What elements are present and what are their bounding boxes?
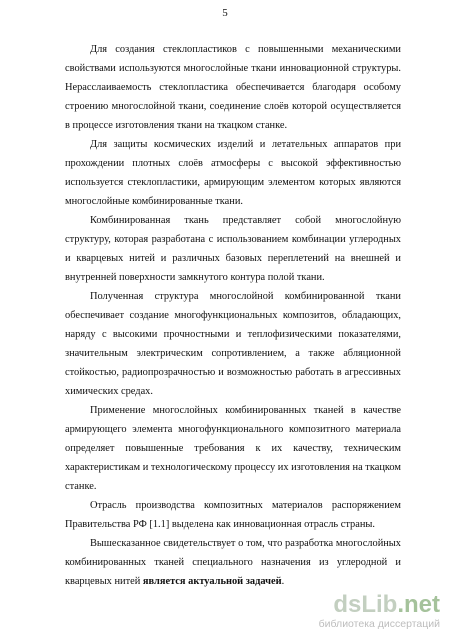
paragraph-5: Применение многослойных комбинированных тканей в качестве армирующего элемента многофункционального композитного материала определяет повышенные требования к их качеству, техническим характеристикам и технологическому процессу их изготовления на ткацком станке. [65,405,401,492]
paragraph-4: Полученная структура многослойной комбинированной ткани обеспечивает создание многофункциональных композитов, обладающих, наряду с высокими прочностными и теплофизическими показателями, значительным электрическим сопротивлением, а также абляционной стойкостью, радиопрозрачностью и возможностью работать в агрессивных химических средах. [65,291,401,397]
paragraph-6: Отрасль производства композитных материалов распоряжением Правительства РФ [1.1] выделена как инновационная отрасль страны. [65,500,401,530]
paragraph-1: Для создания стеклопластиков с повышенными механическими свойствами используются многослойные ткани инновационной структуры. Нерасслаиваемость стеклопластика обеспечивается благодаря особому строению многослойной ткани, соединение слоёв которой осуществляется в процессе изготовления ткани на ткацком станке. [65,44,401,131]
watermark-logo-tld: .net [397,591,440,618]
document-body [65,40,401,591]
page-number: 5 [222,7,228,19]
paragraph-7-text: Вышесказанное свидетельствует о том, что разработка многослойных комбинированных тканей специального назначения из углеродной и кварцевых нитей [65,538,401,587]
watermark-subtitle: библиотека диссертаций [318,618,440,630]
paragraph-7 [65,534,401,591]
watermark-logo [300,592,440,618]
paragraph-3: Комбинированная ткань представляет собой многослойную структуру, которая разработана с использованием комбинации углеродных и кварцевых нитей и различных базовых переплетений на внешней и внутренней поверхности замкнутого контура полой ткани. [65,215,401,283]
paragraph-7-end: . [281,576,285,587]
dslib-watermark [300,592,440,630]
paragraph-7-bold: является актуальной задачей [142,576,282,587]
watermark-logo-main: dsLib [333,591,398,618]
paragraph-2: Для защиты космических изделий и летательных аппаратов при прохождении плотных слоёв атмосферы с высокой эффективностью используется стеклопластики, армирующим элементом которых являются многослойные комбинированные ткани. [65,139,401,207]
